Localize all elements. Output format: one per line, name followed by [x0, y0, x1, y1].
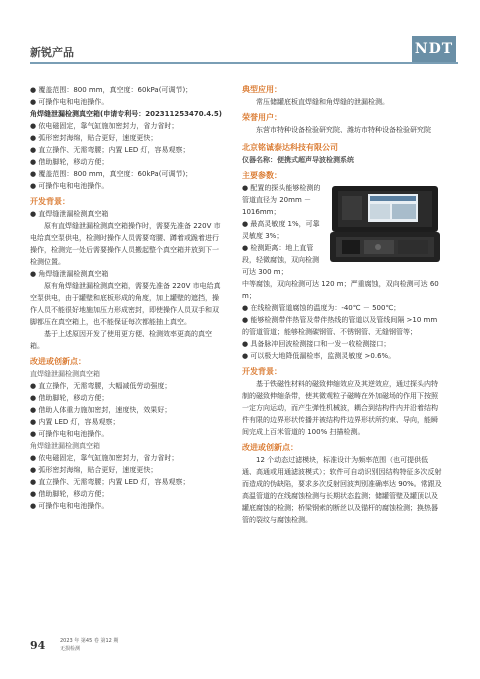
- right-column: [242, 84, 442, 526]
- list-item: ● 覆盖范围：800 mm，真空度：60kPa(可调节)；: [30, 170, 193, 178]
- subheading: ● 角焊缝泄漏检测真空箱: [30, 270, 109, 278]
- list-item: ● 检测距离：地上直管段，轻微腐蚀，双向检测可达 300 m；: [242, 244, 319, 276]
- list-item: ● 借助脚轮，移动方便；: [30, 490, 109, 498]
- journal-name: 无损检测: [60, 646, 81, 652]
- paragraph: 原有直焊缝泄漏检测真空箱操作时，需要先准备 220V 市电给真空泵供电，检测时操作人员需要弯腰、蹲着或跪着进行操作，检测完一处后需要操作人员搬起整个真空箱并放到下一检测位置。: [30, 222, 221, 266]
- list-item: ● 借助脚轮，移动方便；: [30, 158, 109, 166]
- list-item: ● 能够检测带伴热管及带伴热线的管道以及管线间隔 >10 mm 的管道管道；能够检测碳钢管、不锈钢管、无缝钢管等；: [242, 316, 438, 336]
- header-divider: [30, 62, 458, 64]
- improvement-heading: 改进或创新点：: [30, 357, 86, 366]
- honor-users-heading: 荣誉用户：: [242, 113, 282, 122]
- instrument-name: 仪器名称：便携式超声导波检测系统: [242, 156, 354, 164]
- list-item: 中等腐蚀，双向检测可达 120 m；严重腐蚀，双向检测可达 60 m；: [242, 280, 439, 300]
- list-item: ● 依电磁固定，靠气缸施加密封力，省力省时；: [30, 454, 179, 462]
- journal-info: [60, 637, 118, 653]
- list-item: ● 借助人体重力施加密封，速度快，效果好；: [30, 406, 172, 414]
- list-item: ● 直立操作，无需弯腰，大幅减低劳动强度；: [30, 382, 172, 390]
- list-item: ● 弧形密封海绵，贴合更好，速度更快；: [30, 134, 158, 142]
- main-params-heading: 主要参数：: [242, 171, 282, 180]
- list-item: ● 具备脉冲回波检测接口和一发一收检测接口；: [242, 340, 391, 348]
- list-item: ● 直立操作、无需弯腰；内置 LED 灯，容易观察；: [30, 146, 190, 154]
- list-item: ● 可操作电和电池操作。: [30, 502, 109, 510]
- subheading: ● 直焊缝泄漏检测真空箱: [30, 210, 109, 218]
- paragraph: 东营市特种设备检验研究院、潍坊市特种设备检验研究院: [256, 126, 431, 134]
- page-number: 94: [30, 639, 46, 652]
- list-item: ● 最高灵敏度 1%，可靠灵敏度 3%；: [242, 220, 320, 240]
- list-item: ● 直立操作、无需弯腰；内置 LED 灯，容易观察；: [30, 478, 190, 486]
- paragraph: 基于铁磁性材料的磁致伸缩效应及其逆效应，通过探头内特制的磁致伸缩条带，使其微观粒子磁畴在外加磁场的作用下按照一定方向运动，而产生弹性机械波，耦合到结构件内并沿着结构件有限的边界形状传播并被结构件边界形状所约束、导向，能瞬间完成上百米管道的 100% 扫描检测。: [242, 380, 438, 436]
- company-name: 北京铭诚泰达科技有限公司: [242, 143, 338, 152]
- subheading: 角焊缝泄漏检测真空箱: [30, 442, 100, 450]
- product-title: 角焊缝泄漏检测真空箱(申请专利号：202311253470.4.5): [30, 110, 222, 118]
- list-item: ● 弧形密封海绵，贴合更好，速度更快；: [30, 466, 158, 474]
- list-item: ● 可操作电和电池操作。: [30, 182, 109, 190]
- list-item: ● 配置的探头能够检测的管道直径为 20mm － 1016mm；: [242, 184, 321, 216]
- params-wrap-block: [242, 182, 324, 278]
- list-item: ● 可操作电和电池操作。: [30, 98, 109, 106]
- params-with-image: [242, 182, 442, 278]
- list-item: ● 借助脚轮，移动方便；: [30, 394, 109, 402]
- list-item: ● 依电磁固定，靠气缸施加密封力，省力省时；: [30, 122, 179, 130]
- paragraph: 原有角焊缝泄漏检测真空箱，需要先准备 220V 市电给真空泵供电，由于罐壁和底板形成的角度，加上罐壁的遮挡，操作人员不能很好地施加压力形成密封，即使操作人员双手和双脚都压在真空箱上，也不能保证每次都能抽上真空。: [30, 282, 221, 326]
- instrument-case-illustration: [328, 182, 442, 266]
- list-item: ● 在线检测管道腐蚀的温度为：-40℃ － 500℃；: [242, 304, 401, 312]
- issue-line: 2023 年 第45 卷 第12 期: [60, 638, 119, 644]
- left-column: [30, 84, 225, 512]
- list-item: ● 覆盖范围：800 mm，真空度：60kPa(可调节)；: [30, 86, 193, 94]
- dev-background-heading: 开发背景：: [30, 197, 70, 206]
- journal-logo: NDT: [412, 36, 456, 62]
- typical-application-heading: 典型应用：: [242, 85, 282, 94]
- paragraph: 常压储罐底板直焊缝和角焊缝的泄漏检测。: [256, 98, 389, 106]
- dev-background-heading: 开发背景：: [242, 367, 282, 376]
- paragraph: 12 个动态过滤模块，标准设计为频率范围（也可提供低通、高通或用通滤波模式）；软件可自动识别因结构特征多次反射而造成的伪缺陷，要求多次反射回波判别准确率达 90%。常跟及高温管道的在线腐蚀检测与长期状态监测；储罐管壁及罐顶以及罐底腐蚀的检测；桥梁钢索的断丝以及锚杆的腐蚀检测；换热器管的裂纹与腐蚀检测。: [242, 456, 442, 524]
- subheading: 直焊缝泄漏检测真空箱: [30, 370, 100, 378]
- paragraph: 基于上述原因开发了使用更方便、检测效率更高的真空箱。: [30, 330, 212, 350]
- instrument-photo: [328, 182, 442, 278]
- list-item: ● 内置 LED 灯，容易观察；: [30, 418, 120, 426]
- list-item: ● 可以极大地降低漏检率，监测灵敏度 >0.6%。: [242, 352, 396, 360]
- section-title: 新锐产品: [30, 46, 74, 59]
- improvement-heading: 改进或创新点：: [242, 443, 298, 452]
- list-item: ● 可操作电和电池操作。: [30, 430, 109, 438]
